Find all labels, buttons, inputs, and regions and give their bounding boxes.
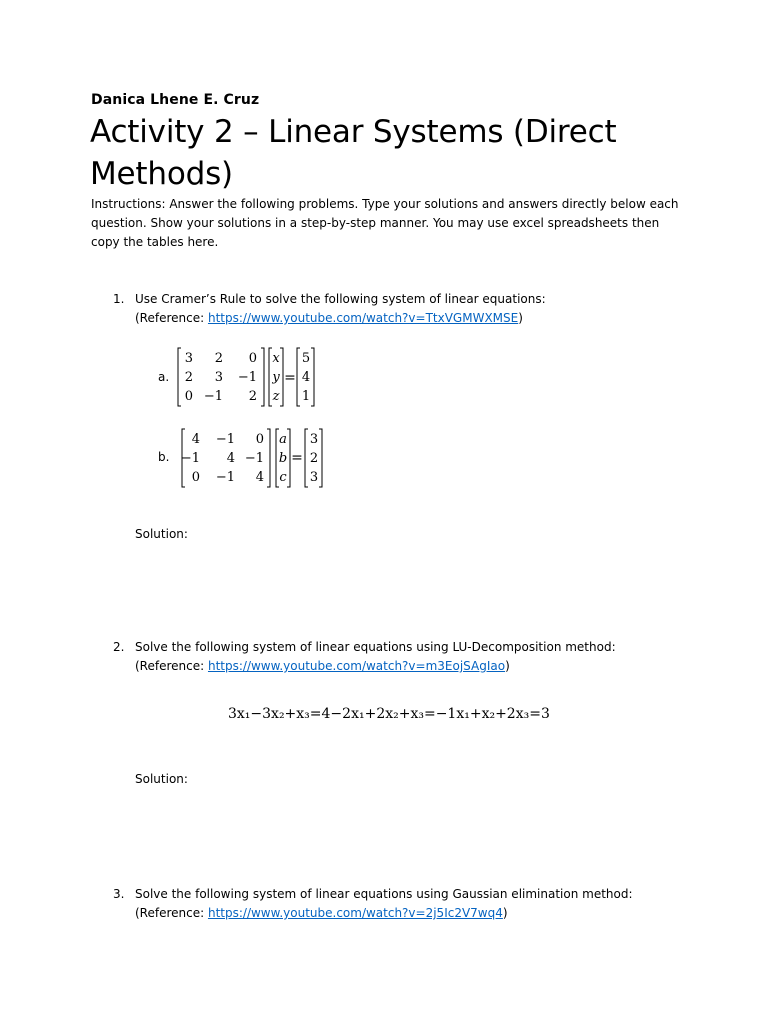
matrix-equation-a (176, 346, 326, 408)
reference-link[interactable]: https://www.youtube.com/watch?v=2j5Ic2V7wq4 (207, 906, 503, 920)
matrix-cell: 4 (226, 451, 235, 466)
question-number: 3. (113, 887, 125, 901)
solution-label-2: Solution: (135, 772, 188, 786)
page-title: Activity 2 – Linear Systems (Direct Methods) (90, 114, 617, 192)
question-reference: (Reference: https://www.youtube.com/watch?v=TtxVGMWXMSE) (135, 311, 523, 325)
bracket-right (287, 429, 290, 487)
matrix-cell: −1 (203, 389, 223, 404)
question-reference: (Reference: https://www.youtube.com/watch?v=m3EojSAgIao) (135, 659, 510, 673)
bracket-right (280, 348, 283, 406)
matrix-cell: 0 (248, 351, 257, 366)
part-b-label: b. (158, 450, 170, 464)
matrix-cell: 2 (184, 370, 193, 385)
bracket-right (319, 429, 322, 487)
matrix-cell: −1 (244, 451, 264, 466)
bracket-right (311, 348, 314, 406)
question-number: 1. (113, 292, 125, 306)
matrix-equation-b (176, 427, 331, 489)
rhs-cell: 3 (309, 432, 319, 447)
bracket-left (178, 348, 181, 406)
instructions: Instructions: Answer the following problems. Type your solutions and answers directly below each question. Show your solutions in a step-by-step manner. You may use excel spreadsheets then copy the tables here. (91, 197, 679, 249)
question-text: Solve the following system of linear equations using LU-Decomposition method: (135, 640, 616, 654)
matrix-cell: −1 (237, 370, 257, 385)
variable-cell: a (279, 432, 287, 447)
question-text: Use Cramer’s Rule to solve the following system of linear equations: (135, 292, 546, 306)
matrix-cell: 2 (248, 389, 257, 404)
matrix-cell: 0 (255, 432, 264, 447)
solution-label-1: Solution: (135, 527, 188, 541)
matrix-cell: 3 (214, 370, 223, 385)
bracket-right (261, 348, 264, 406)
variable-cell: z (272, 389, 280, 404)
reference-link[interactable]: https://www.youtube.com/watch?v=m3EojSAgIao (207, 659, 506, 673)
rhs-cell: 5 (301, 351, 311, 366)
part-a-label: a. (158, 370, 170, 384)
bracket-left (297, 348, 300, 406)
rhs-cell: 1 (301, 389, 311, 404)
matrix-cell: −1 (215, 432, 235, 447)
variable-cell: b (278, 451, 288, 466)
question-number: 2. (113, 640, 125, 654)
rhs-cell: 4 (301, 370, 311, 385)
equals-sign: = (291, 450, 303, 466)
reference-link[interactable]: https://www.youtube.com/watch?v=TtxVGMWXMSE (207, 311, 519, 325)
variable-cell: x (272, 351, 280, 366)
matrix-cell: 4 (255, 470, 264, 485)
linear-system-equation: 3x₁−3x₂+x₃=4−2x₁+2x₂+x₃=−1x₁+x₂+2x₃=3 (228, 706, 550, 722)
matrix-cell: 2 (214, 351, 223, 366)
rhs-cell: 2 (309, 451, 319, 466)
matrix-cell: −1 (180, 451, 200, 466)
matrix-cell: 4 (191, 432, 200, 447)
rhs-cell: 3 (309, 470, 319, 485)
matrix-cell: 0 (184, 389, 193, 404)
matrix-cell: 0 (191, 470, 200, 485)
matrix-cell: −1 (215, 470, 235, 485)
author-name: Danica Lhene E. Cruz (91, 92, 260, 108)
bracket-right (267, 429, 270, 487)
equals-sign: = (284, 370, 296, 386)
variable-cell: c (279, 470, 287, 485)
matrix-cell: 3 (184, 351, 193, 366)
variable-cell: y (272, 370, 280, 385)
question-reference: (Reference: https://www.youtube.com/watch?v=2j5Ic2V7wq4) (135, 906, 508, 920)
bracket-left (305, 429, 308, 487)
question-text: Solve the following system of linear equations using Gaussian elimination method: (135, 887, 633, 901)
